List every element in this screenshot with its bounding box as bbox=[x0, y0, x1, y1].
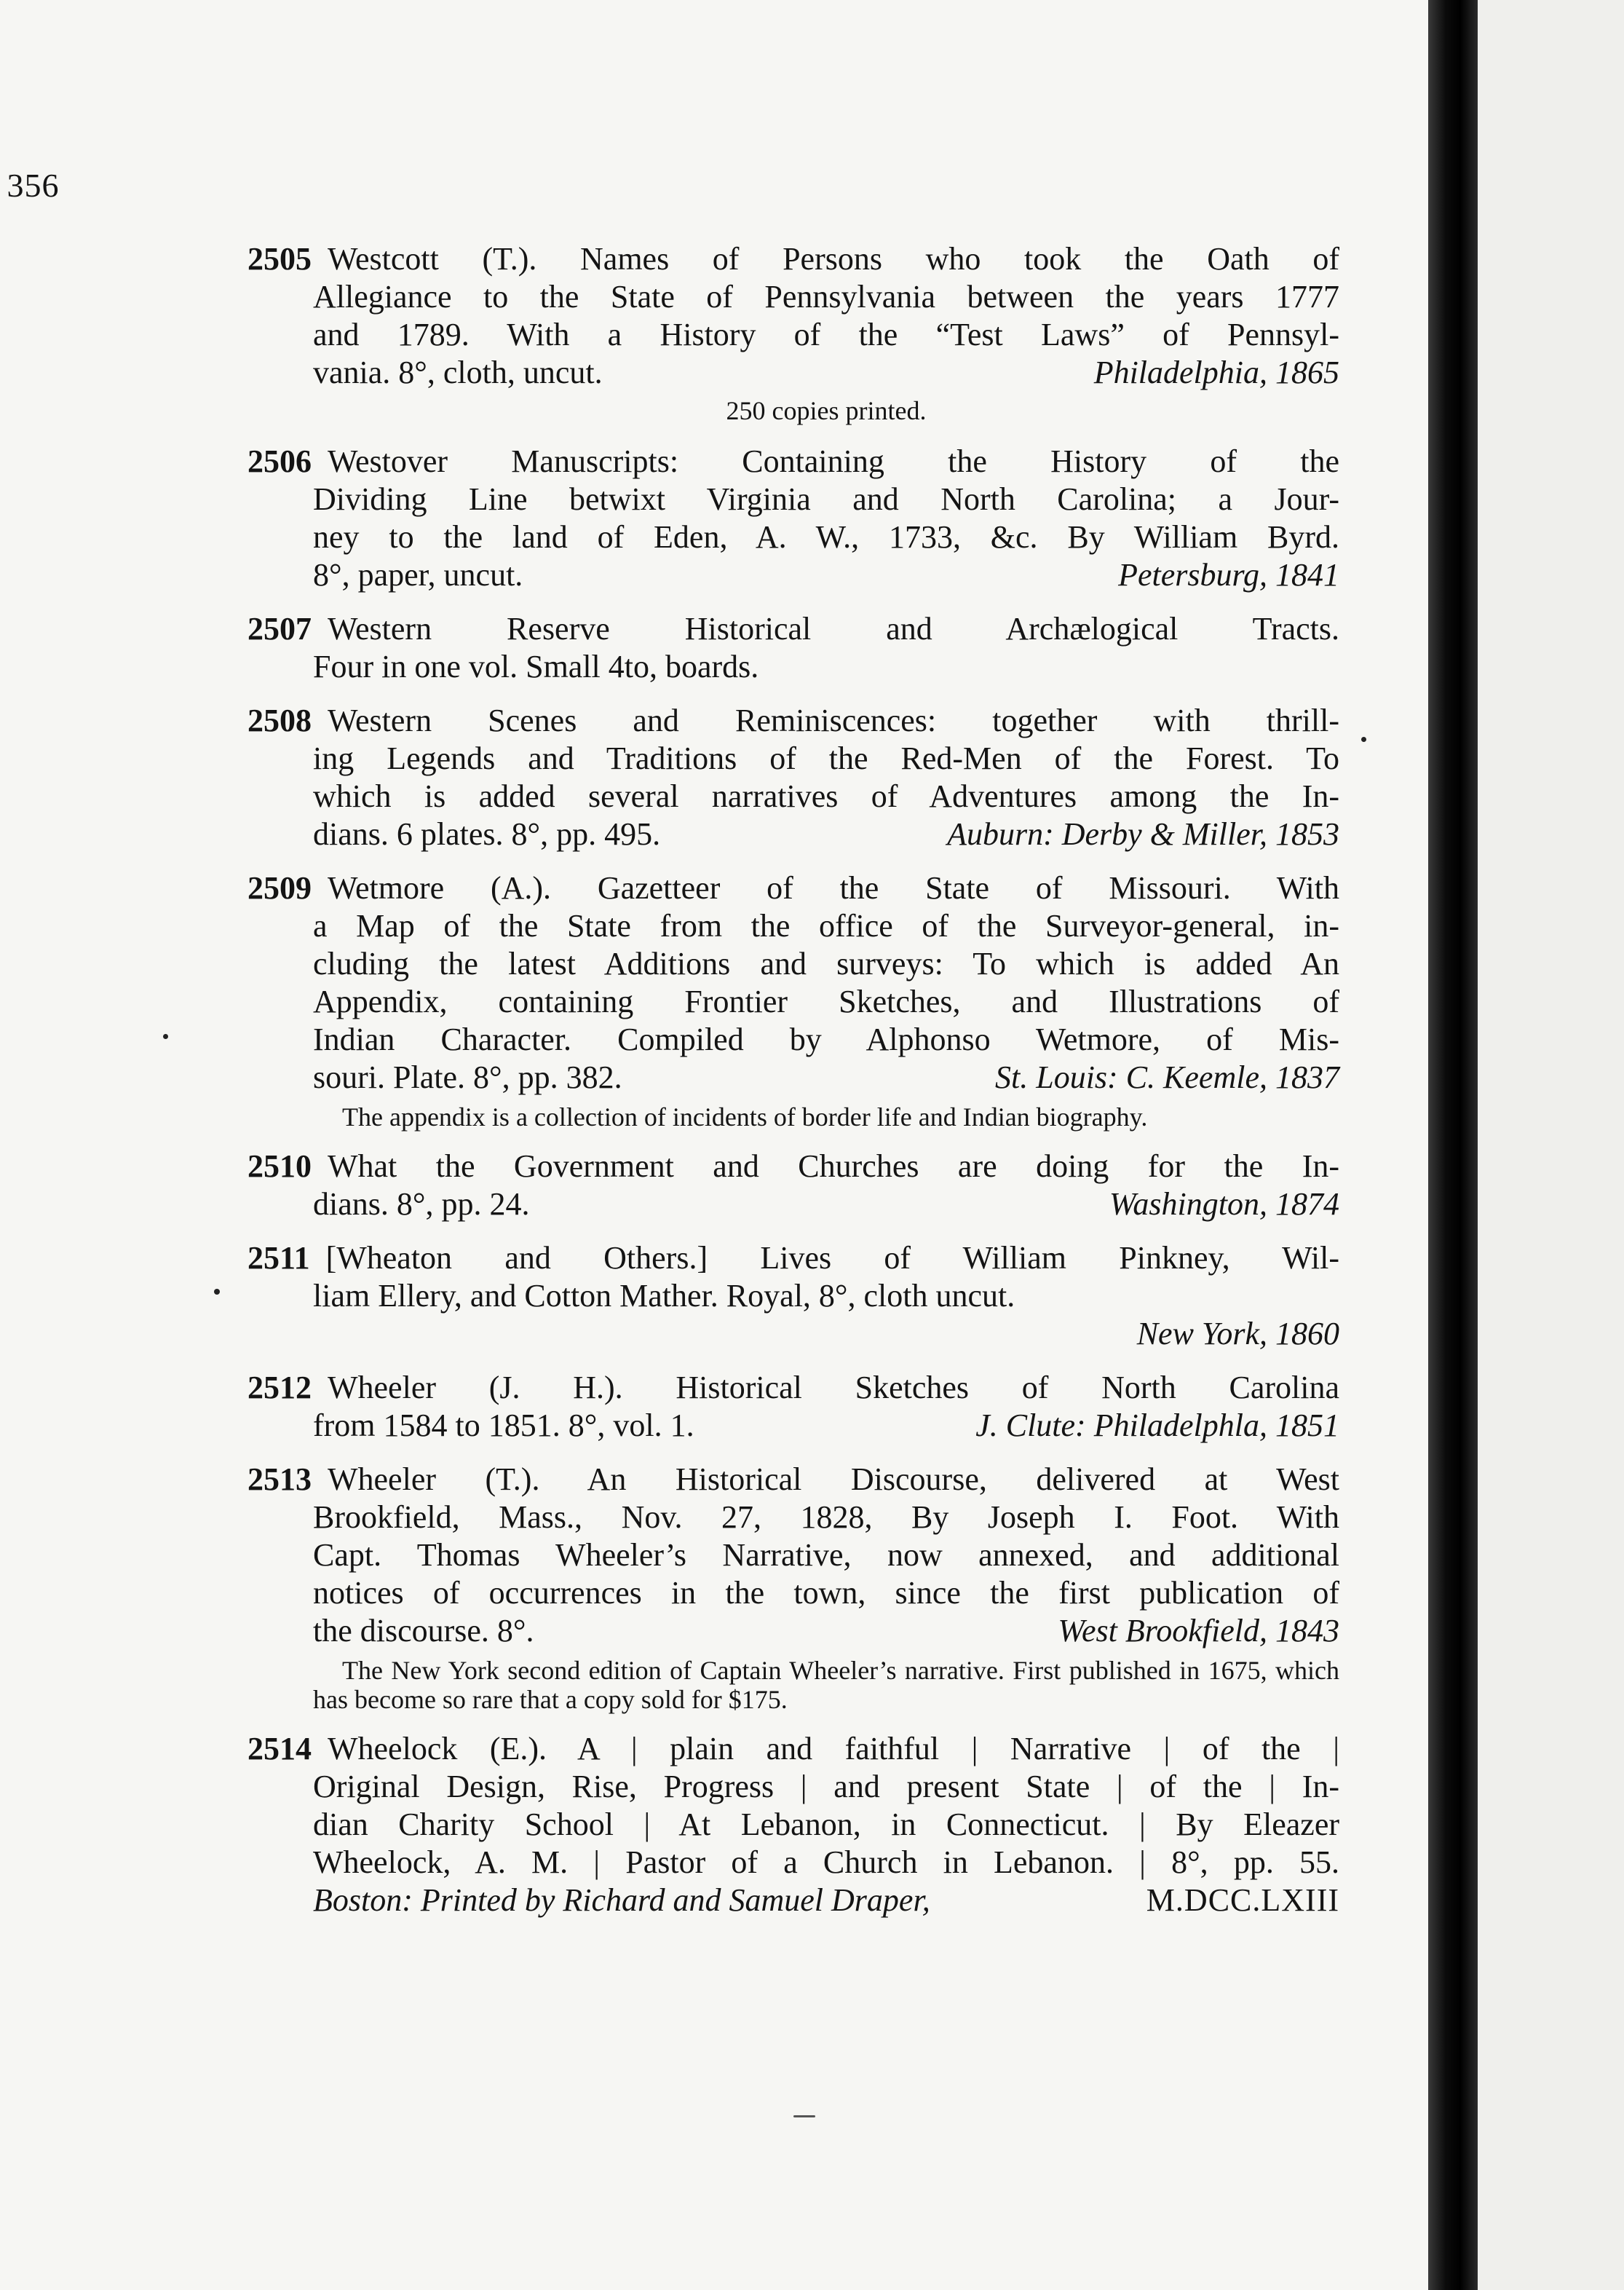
imprint: J. Clute: Philadelphla, 1851 bbox=[975, 1407, 1339, 1443]
entry-line: and 1789. With a History of the “Test Laws” of Pennsyl- bbox=[313, 317, 1339, 352]
entry-format-line: souri. Plate. 8°, pp. 382. St. Louis: C. Keemle, 1837 bbox=[313, 1059, 1339, 1095]
entry-line: 2506 Westover Manuscripts: Containing the History of the bbox=[247, 443, 1339, 479]
entry-line: 2511 [Wheaton and Others.] Lives of William Pinkney, Wil- bbox=[247, 1240, 1339, 1276]
entry-2507 bbox=[247, 610, 1339, 686]
paper-speck bbox=[163, 1034, 168, 1039]
entry-line: 2510 What the Government and Churches are doing for the In- bbox=[247, 1148, 1339, 1184]
entry-format-line: the discourse. 8°. West Brookfield, 1843 bbox=[313, 1613, 1339, 1649]
entry-line: Original Design, Rise, Progress | and present State | of the | In- bbox=[313, 1769, 1339, 1804]
paper-speck bbox=[1361, 737, 1366, 742]
entry-number: 2513 bbox=[247, 1461, 312, 1497]
entry-number: 2511 bbox=[247, 1240, 310, 1276]
imprint: New York, 1860 bbox=[1136, 1316, 1339, 1351]
entry-2508 bbox=[247, 702, 1339, 853]
imprint: Philadelphia, 1865 bbox=[1093, 355, 1339, 390]
entry-format-line: 8°, paper, uncut. Petersburg, 1841 bbox=[313, 557, 1339, 593]
entry-line: 2505 Westcott (T.). Names of Persons who took the Oath of bbox=[247, 241, 1339, 277]
entry-line: which is added several narratives of Adventures among the In- bbox=[313, 778, 1339, 814]
entry-number: 2509 bbox=[247, 870, 312, 906]
entry-line: 2512 Wheeler (J. H.). Historical Sketches of North Carolina bbox=[247, 1370, 1339, 1405]
entry-line: Indian Character. Compiled by Alphonso Wetmore, of Mis- bbox=[313, 1022, 1339, 1057]
imprint: West Brookfield, 1843 bbox=[1058, 1613, 1339, 1649]
entry-number: 2505 bbox=[247, 241, 312, 277]
entry-line: ney to the land of Eden, A. W., 1733, &c. By William Byrd. bbox=[313, 519, 1339, 555]
imprint: Petersburg, 1841 bbox=[1118, 557, 1339, 593]
entry-line: 2508 Western Scenes and Reminiscences: together with thrill- bbox=[247, 703, 1339, 738]
book-gutter bbox=[1428, 0, 1478, 2290]
entry-2514 bbox=[247, 1730, 1339, 1919]
entry-2506 bbox=[247, 443, 1339, 594]
entry-note: 250 copies printed. bbox=[726, 396, 927, 425]
page-number: 356 bbox=[7, 167, 60, 204]
imprint: St. Louis: C. Keemle, 1837 bbox=[995, 1059, 1339, 1095]
entry-2509 bbox=[247, 869, 1339, 1132]
entry-line: 2514 Wheelock (E.). A | plain and faithful | Narrative | of the | bbox=[247, 1731, 1339, 1766]
entry-line: a Map of the State from the office of the Surveyor-general, in- bbox=[313, 908, 1339, 944]
entry-2505 bbox=[247, 240, 1339, 427]
entry-line: liam Ellery, and Cotton Mather. Royal, 8°, cloth uncut. bbox=[313, 1278, 1015, 1314]
entry-line: ing Legends and Traditions of the Red-Men of the Forest. To bbox=[313, 741, 1339, 776]
entry-line: 2509 Wetmore (A.). Gazetteer of the State of Missouri. With bbox=[247, 870, 1339, 906]
entry-note: The New York second edition of Captain Wheeler’s narrative. First published in 1675, which has become so rare that a copy sold for $175. bbox=[313, 1656, 1339, 1714]
entry-line: Wheelock, A. M. | Pastor of a Church in Lebanon. | 8°, pp. 55. bbox=[313, 1844, 1339, 1880]
facing-page-edge bbox=[1478, 0, 1624, 2290]
entry-format-line: vania. 8°, cloth, uncut. Philadelphia, 1865 bbox=[313, 355, 1339, 390]
imprint: Washington, 1874 bbox=[1109, 1186, 1339, 1222]
entry-2512 bbox=[247, 1369, 1339, 1445]
entry-2510 bbox=[247, 1148, 1339, 1223]
imprint: Auburn: Derby & Miller, 1853 bbox=[947, 816, 1339, 852]
paper-speck bbox=[214, 1289, 220, 1295]
entry-line: 2513 Wheeler (T.). An Historical Discourse, delivered at West bbox=[247, 1461, 1339, 1497]
entry-line: Capt. Thomas Wheeler’s Narrative, now annexed, and additional bbox=[313, 1537, 1339, 1573]
entry-format-line: from 1584 to 1851. 8°, vol. 1. J. Clute: Philadelphla, 1851 bbox=[313, 1407, 1339, 1443]
entry-format-line: dians. 8°, pp. 24. Washington, 1874 bbox=[313, 1186, 1339, 1222]
entry-note: The appendix is a collection of incidents of border life and Indian biography. bbox=[342, 1102, 1148, 1132]
entry-number: 2510 bbox=[247, 1148, 312, 1184]
entry-number: 2506 bbox=[247, 443, 312, 479]
entry-line: 2507 Western Reserve Historical and Archælogical Tracts. bbox=[247, 611, 1339, 647]
entry-line: Four in one vol. Small 4to, boards. bbox=[313, 649, 759, 684]
paper-speck bbox=[793, 2115, 815, 2117]
entry-number: 2507 bbox=[247, 611, 312, 647]
entry-line: Brookfield, Mass., Nov. 27, 1828, By Joseph I. Foot. With bbox=[313, 1499, 1339, 1535]
entry-format-line: Boston: Printed by Richard and Samuel Draper, M.DCC.LXIII bbox=[313, 1882, 1339, 1918]
entry-number: 2508 bbox=[247, 703, 312, 738]
entry-line: cluding the latest Additions and surveys: To which is added An bbox=[313, 946, 1339, 982]
entry-line: Dividing Line betwixt Virginia and North Carolina; a Jour- bbox=[313, 481, 1339, 517]
entry-line: dian Charity School | At Lebanon, in Connecticut. | By Eleazer bbox=[313, 1807, 1339, 1842]
imprint: M.DCC.LXIII bbox=[1146, 1882, 1339, 1918]
entry-line: Allegiance to the State of Pennsylvania between the years 1777 bbox=[313, 279, 1339, 315]
entry-line: notices of occurrences in the town, since the first publication of bbox=[313, 1575, 1339, 1611]
entry-2513 bbox=[247, 1461, 1339, 1714]
entry-2511 bbox=[247, 1239, 1339, 1353]
catalogue-entries bbox=[247, 240, 1339, 1935]
entry-line: Appendix, containing Frontier Sketches, and Illustrations of bbox=[313, 984, 1339, 1019]
entry-format-line: dians. 6 plates. 8°, pp. 495. Auburn: Derby & Miller, 1853 bbox=[313, 816, 1339, 852]
entry-number: 2514 bbox=[247, 1731, 312, 1766]
entry-number: 2512 bbox=[247, 1370, 312, 1405]
